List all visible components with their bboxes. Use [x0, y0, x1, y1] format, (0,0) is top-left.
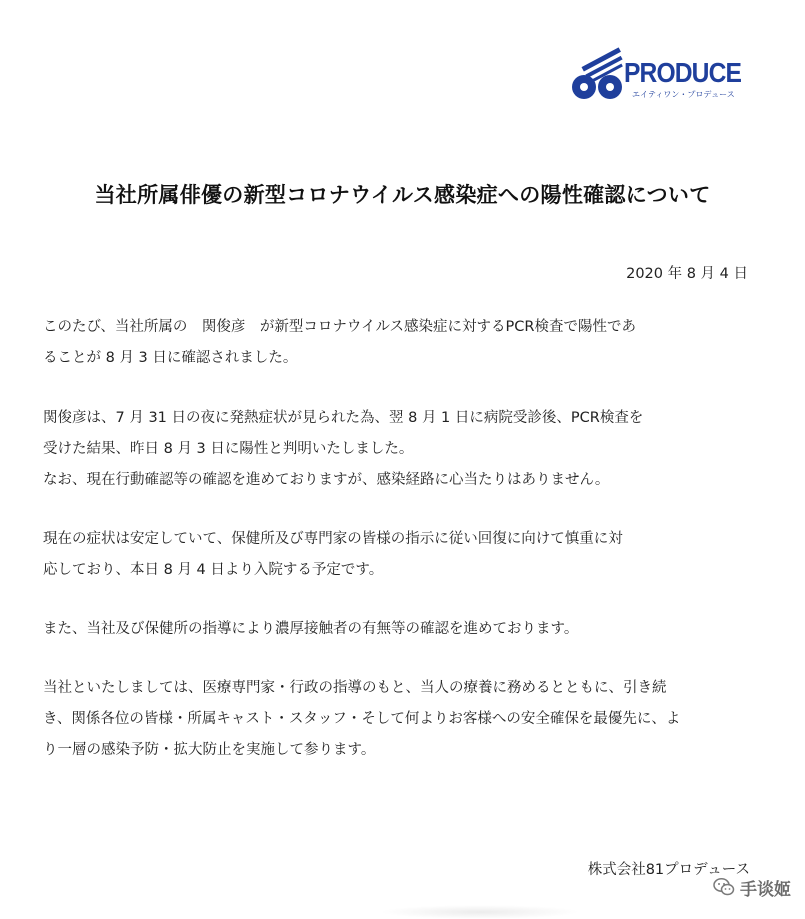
- paragraph-line: 受けた結果、昨日 8 月 3 日に陽性と判明いたしました。: [43, 441, 414, 457]
- scan-smudge: [380, 905, 580, 919]
- company-logo: [570, 47, 755, 105]
- watermark: [713, 873, 791, 901]
- 81-produce-logo-mark-icon: [570, 47, 630, 105]
- paragraph-line: ることが 8 月 3 日に確認されました。: [43, 350, 298, 366]
- paragraph-line: 応しており、本日 8 月 4 日より入院する予定です。: [43, 562, 384, 578]
- paragraph-line: また、当社及び保健所の指導により濃厚接触者の有無等の確認を進めております。: [43, 621, 579, 637]
- paragraph-5: [43, 673, 763, 766]
- document-date: 2020 年 8 月 4 日: [626, 266, 748, 282]
- paragraph-line: このたび、当社所属の 関俊彦 が新型コロナウイルス感染症に対するPCR検査で陽性であ: [43, 319, 636, 335]
- paragraph-line: 当社といたしましては、医療専門家・行政の指導のもと、当人の療養に務めるとともに、引き続: [43, 680, 667, 696]
- paragraph-2: [43, 403, 763, 496]
- paragraph-1: [43, 312, 763, 374]
- paragraph-4: [43, 614, 763, 645]
- paragraph-line: 関俊彦は、7 月 31 日の夜に発熱症状が見られた為、翌 8 月 1 日に病院受診後、PCR検査を: [43, 410, 644, 426]
- company-signature: 株式会社81プロデュース: [587, 862, 750, 878]
- watermark-text: 手谈姬: [740, 879, 791, 900]
- document-title: 当社所属俳優の新型コロナウイルス感染症への陽性確認について: [94, 183, 711, 207]
- paragraph-line: き、関係各位の皆様・所属キャスト・スタッフ・そして何よりお客様への安全確保を最優先に、よ: [43, 711, 681, 727]
- paragraph-line: り一層の感染予防・拡大防止を実施して参ります。: [43, 742, 376, 758]
- logo-wordmark: PRODUCE: [624, 57, 742, 88]
- paragraph-line: なお、現在行動確認等の確認を進めておりますが、感染経路に心当たりはありません。: [43, 472, 610, 488]
- paragraph-line: 現在の症状は安定していて、保健所及び専門家の皆様の指示に従い回復に向けて慎重に対: [43, 531, 623, 547]
- paragraph-3: [43, 524, 763, 586]
- logo-subtitle: エイティワン・プロデュース: [632, 90, 735, 99]
- wechat-icon: [713, 877, 735, 897]
